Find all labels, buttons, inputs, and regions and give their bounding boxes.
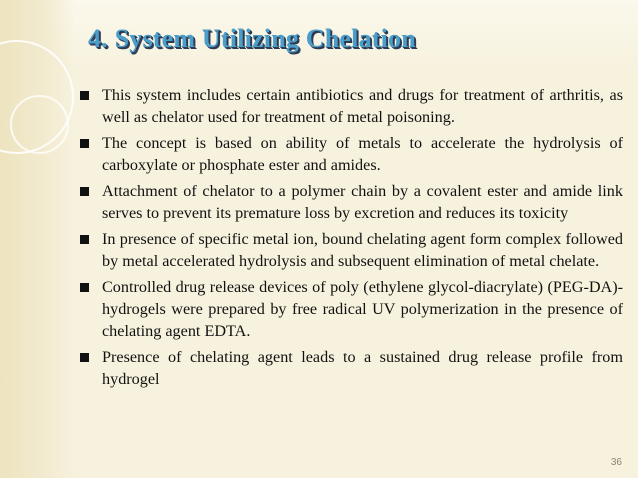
bullet-item xyxy=(78,84,623,128)
square-bullet-icon xyxy=(80,139,89,148)
slide-title: 4. System Utilizing Chelation xyxy=(88,24,416,53)
ring-decoration-small xyxy=(10,95,69,154)
bullet-list xyxy=(78,84,623,394)
bullet-text: Attachment of chelator to a polymer chain by a covalent ester and amide link serves to prevent its premature loss by excretion and reduces its toxicity xyxy=(102,182,623,222)
square-bullet-icon xyxy=(80,283,89,292)
bullet-text: Presence of chelating agent leads to a sustained drug release profile from hydrogel xyxy=(102,348,623,388)
bullet-text: The concept is based on ability of metals to accelerate the hydrolysis of carboxylate or phosphate ester and amides. xyxy=(102,134,623,174)
bullet-text: Controlled drug release devices of poly (ethylene glycol-diacrylate) (PEG-DA)- hydrogels were prepared by free radical UV polymerization in the presence of chelating agent EDTA. xyxy=(102,278,623,340)
page-number: 36 xyxy=(610,457,622,468)
square-bullet-icon xyxy=(80,235,89,244)
bullet-item xyxy=(78,132,623,176)
bullet-text: This system includes certain antibiotics and drugs for treatment of arthritis, as well as chelator used for treatment of metal poisoning. xyxy=(102,86,623,126)
square-bullet-icon xyxy=(80,353,89,362)
bullet-text: In presence of specific metal ion, bound chelating agent form complex followed by metal accelerated hydrolysis and subsequent elimination of metal chelate. xyxy=(102,230,623,270)
bullet-item xyxy=(78,180,623,224)
bullet-item xyxy=(78,276,623,342)
bullet-item xyxy=(78,228,623,272)
bullet-item xyxy=(78,346,623,390)
square-bullet-icon xyxy=(80,187,89,196)
square-bullet-icon xyxy=(80,91,89,100)
